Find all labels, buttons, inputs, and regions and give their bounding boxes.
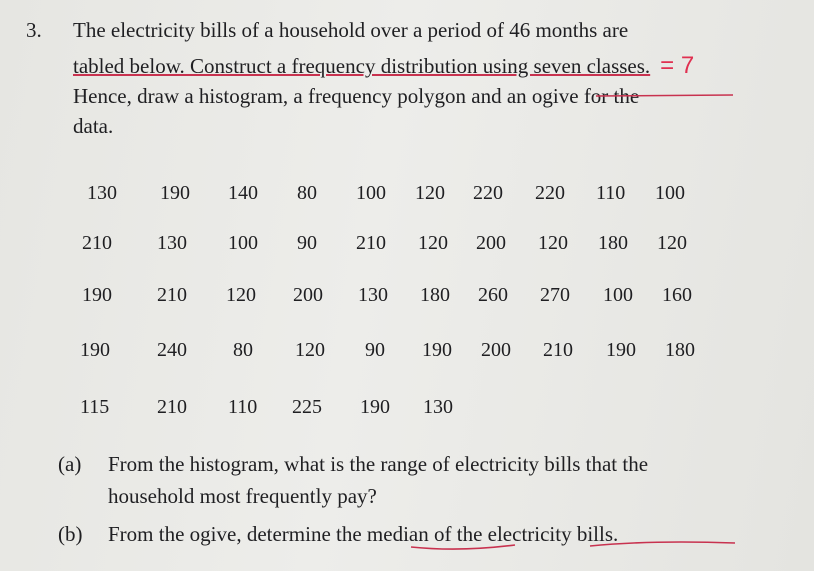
table-cell: 90 xyxy=(365,339,385,361)
table-cell: 200 xyxy=(293,284,323,306)
table-cell: 220 xyxy=(535,182,565,204)
table-cell: 240 xyxy=(157,339,187,361)
table-row xyxy=(0,182,814,212)
table-cell: 180 xyxy=(420,284,450,306)
table-cell: 130 xyxy=(87,182,117,204)
table-cell: 130 xyxy=(157,232,187,254)
table-cell: 270 xyxy=(540,284,570,306)
table-cell: 190 xyxy=(80,339,110,361)
table-cell: 120 xyxy=(538,232,568,254)
table-cell: 100 xyxy=(603,284,633,306)
table-cell: 110 xyxy=(228,396,258,418)
table-cell: 190 xyxy=(606,339,636,361)
question-line-2-text: tabled below. Construct a frequency distribution using seven classes. xyxy=(73,54,651,78)
table-cell: 130 xyxy=(423,396,453,418)
table-cell: 200 xyxy=(481,339,511,361)
table-cell: 210 xyxy=(543,339,573,361)
table-cell: 180 xyxy=(598,232,628,254)
table-cell: 120 xyxy=(657,232,687,254)
handwritten-annotation: = 7 xyxy=(660,52,695,79)
table-cell: 130 xyxy=(358,284,388,306)
table-cell: 210 xyxy=(157,284,187,306)
table-row xyxy=(0,396,814,426)
part-a-line-2: household most frequently pay? xyxy=(108,484,377,508)
question-line-3: Hence, draw a histogram, a frequency polygon and an ogive for the xyxy=(73,84,640,108)
table-cell: 190 xyxy=(160,182,190,204)
question-number: 3. xyxy=(26,18,42,42)
table-cell: 100 xyxy=(356,182,386,204)
table-cell: 110 xyxy=(596,182,626,204)
table-cell: 80 xyxy=(297,182,317,204)
part-b-label: (b) xyxy=(58,522,83,546)
part-a-label: (a) xyxy=(58,452,82,476)
table-cell: 190 xyxy=(422,339,452,361)
question-line-2 xyxy=(73,52,694,80)
table-row xyxy=(0,339,814,369)
table-cell: 120 xyxy=(418,232,448,254)
table-cell: 115 xyxy=(80,396,110,418)
table-cell: 80 xyxy=(233,339,253,361)
table-cell: 210 xyxy=(157,396,187,418)
table-cell: 210 xyxy=(356,232,386,254)
table-cell: 225 xyxy=(292,396,322,418)
question-line-1: The electricity bills of a household over a period of 46 months are xyxy=(73,18,629,42)
table-cell: 220 xyxy=(473,182,503,204)
table-cell: 120 xyxy=(415,182,445,204)
table-row xyxy=(0,232,814,262)
table-cell: 200 xyxy=(476,232,506,254)
table-cell: 120 xyxy=(295,339,325,361)
table-cell: 90 xyxy=(297,232,317,254)
table-cell: 120 xyxy=(226,284,256,306)
question-line-4: data. xyxy=(73,114,114,138)
table-cell: 180 xyxy=(665,339,695,361)
part-b-line-1: From the ogive, determine the median of the electricity bills. xyxy=(108,522,619,546)
table-cell: 190 xyxy=(360,396,390,418)
table-cell: 210 xyxy=(82,232,112,254)
table-cell: 100 xyxy=(655,182,685,204)
table-cell: 140 xyxy=(228,182,258,204)
table-cell: 100 xyxy=(228,232,258,254)
table-cell: 260 xyxy=(478,284,508,306)
table-row xyxy=(0,284,814,314)
table-cell: 190 xyxy=(82,284,112,306)
part-a-line-1: From the histogram, what is the range of electricity bills that the xyxy=(108,452,649,476)
table-cell: 160 xyxy=(662,284,692,306)
